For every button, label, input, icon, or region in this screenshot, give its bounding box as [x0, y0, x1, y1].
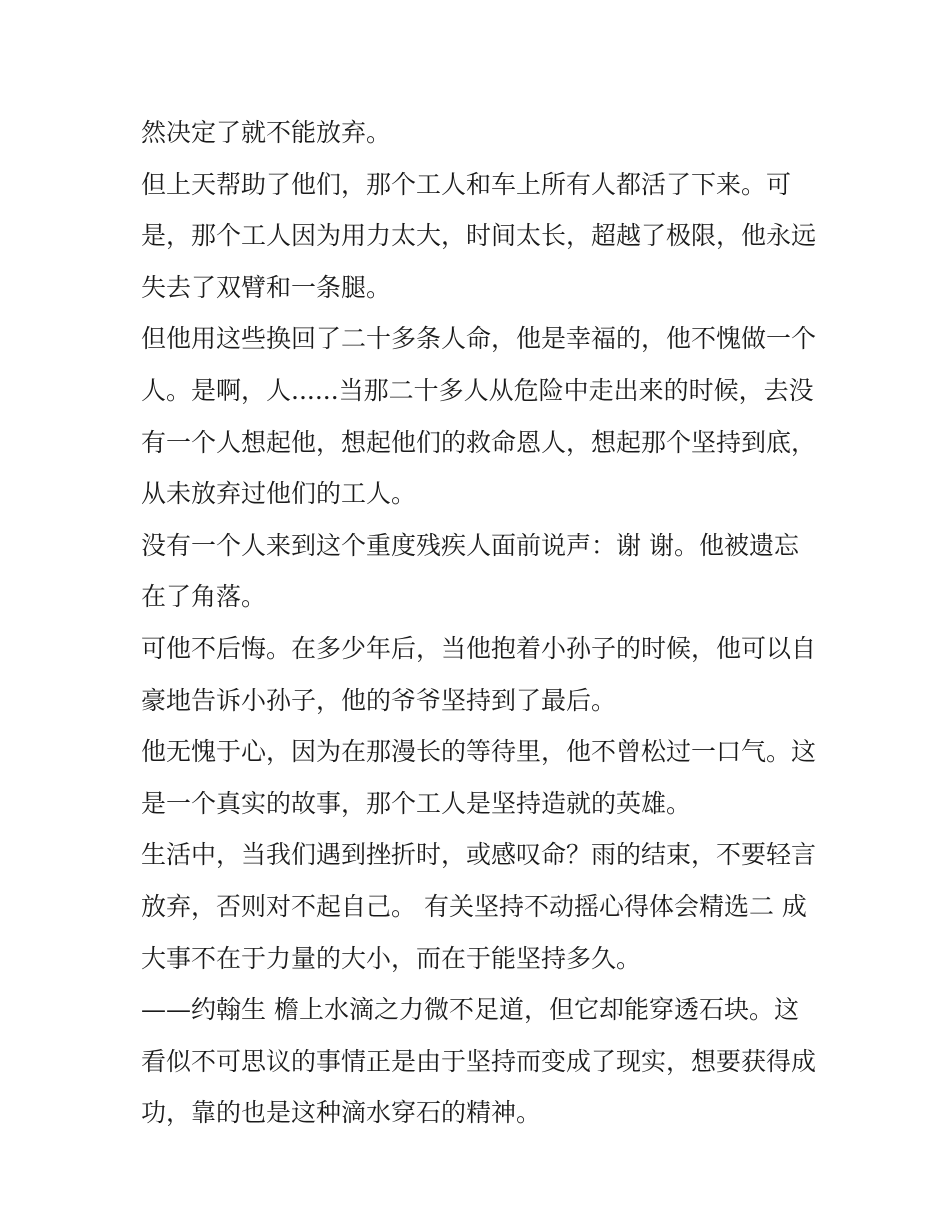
text-line: 豪地告诉小孙子，他的爷爷坚持到了最后。	[141, 685, 617, 715]
text-line: 但他用这些换回了二十多条人命，他是幸福的，他不愧做一个	[141, 324, 817, 354]
document-body	[141, 107, 817, 1139]
text-line: 功，靠的也是这种滴水穿石的精神。	[141, 1098, 542, 1128]
text-line: 失去了双臂和一条腿。	[141, 272, 392, 302]
text-line: 大事不在于力量的大小，而在于能坚持多久。	[141, 943, 642, 973]
text-line: 但上天帮助了他们，那个工人和车上所有人都活了下来。可	[141, 169, 792, 199]
text-line: 是一个真实的故事，那个工人是坚持造就的英雄。	[141, 788, 692, 818]
text-line: 从未放弃过他们的工人。	[141, 479, 417, 509]
text-line: 他无愧于心，因为在那漫长的等待里，他不曾松过一口气。这	[141, 737, 817, 767]
text-line: 可他不后悔。在多少年后，当他抱着小孙子的时候，他可以自	[141, 633, 817, 663]
text-line: 看似不可思议的事情正是由于坚持而变成了现实，想要获得成	[141, 1046, 817, 1076]
text-line: 有一个人想起他，想起他们的救命恩人，想起那个坚持到底，	[141, 427, 817, 457]
text-line: 然决定了就不能放弃。	[141, 118, 392, 147]
text-line: 是，那个工人因为用力太大，时间太长，超越了极限，他永远	[141, 221, 817, 251]
text-line: 在了角落。	[141, 582, 267, 612]
text-line: 放弃，否则对不起自己。 有关坚持不动摇心得体会精选二 成	[141, 891, 807, 921]
text-line: 人。是啊，人......当那二十多人从危险中走出来的时候，去没	[141, 375, 814, 405]
text-line: 生活中，当我们遇到挫折时，或感叹命？雨的结束，不要轻言	[141, 840, 817, 870]
text-line: 没有一个人来到这个重度残疾人面前说声：谢 谢。他被遗忘	[141, 530, 799, 560]
text-line: ——约翰生 檐上水滴之力微不足道，但它却能穿透石块。这	[141, 995, 799, 1025]
